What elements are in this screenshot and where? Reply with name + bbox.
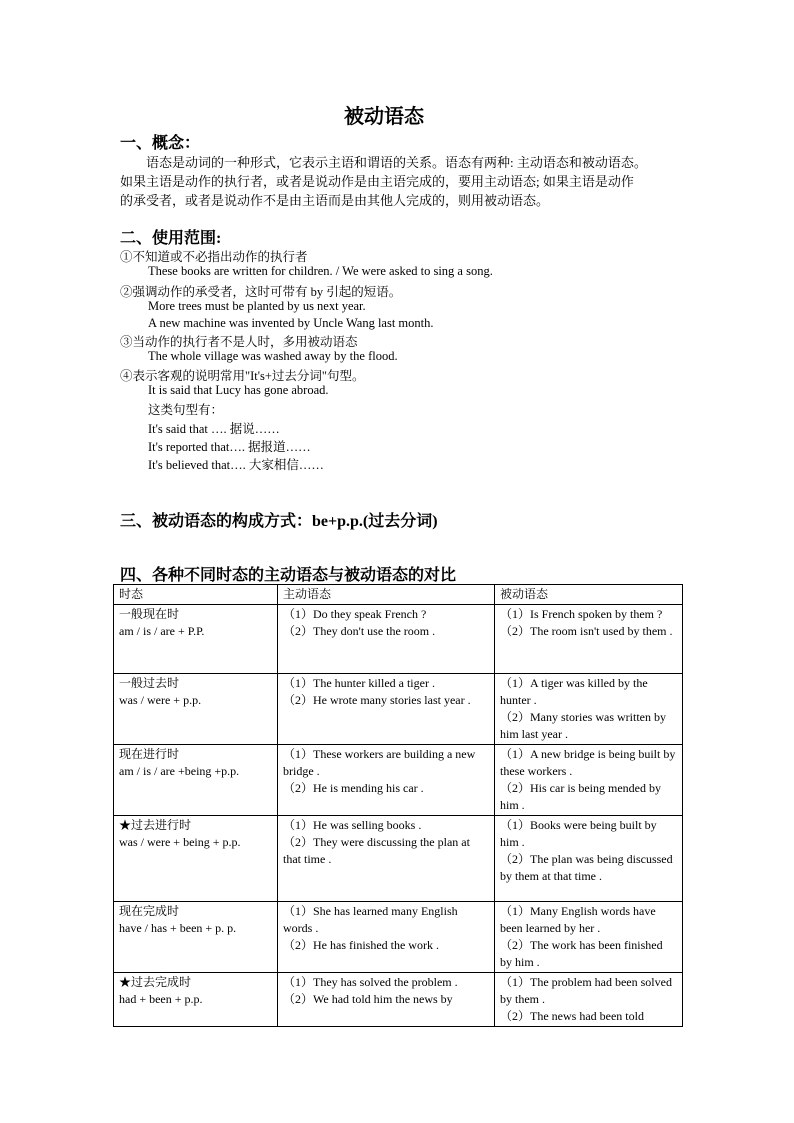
passive-example: （1）A tiger was killed by the hunter .: [500, 676, 648, 707]
usage-point-2: ②强调动作的承受者，这时可带有 by 引起的短语。: [120, 285, 402, 299]
tense-name: ★过去进行时: [119, 818, 192, 832]
table-row: [114, 902, 683, 973]
active-cell: [278, 816, 495, 902]
tense-name: ★过去完成时: [119, 975, 192, 989]
tense-cell: [114, 902, 278, 973]
example-sentence: The whole village was washed away by the flood.: [148, 349, 398, 363]
active-example: （2）We had told him the news by: [283, 992, 453, 1006]
table-row: [114, 973, 683, 1027]
pattern-item: It's reported that…. 据报道……: [148, 440, 311, 454]
tense-formula: am / is / are + P.P.: [119, 624, 205, 638]
usage-point-3: ③当动作的执行者不是人时，多用被动语态: [120, 335, 358, 349]
active-example: （1）Do they speak French ?: [283, 607, 427, 621]
active-cell: [278, 674, 495, 745]
section-1-line: 的承受者，或者是说动作不是由主语而是由其他人完成的，则用被动语态。: [120, 193, 550, 208]
table-row: [114, 816, 683, 902]
pattern-item: It's said that …. 据说……: [148, 422, 280, 436]
usage-point-1: ①不知道或不必指出动作的执行者: [120, 250, 308, 264]
section-1-line: 语态是动词的一种形式，它表示主语和谓语的关系。语态有两种: 主动语态和被动语态。: [146, 155, 647, 170]
tense-name: 现在完成时: [119, 904, 180, 918]
section-1-line: 如果主语是动作的执行者，或者是说动作是由主语完成的，要用主动语态; 如果主语是动作: [120, 174, 634, 189]
section-1-body: [120, 153, 680, 210]
tense-name: 一般过去时: [119, 676, 180, 690]
passive-example: （2）The work has been finished by him .: [500, 938, 663, 969]
example-sentence: These books are written for children. / We were asked to sing a song.: [148, 264, 493, 278]
passive-example: （2）His car is being mended by him .: [500, 781, 661, 812]
active-cell: [278, 745, 495, 816]
active-example: （1）These workers are building a new bridge .: [283, 747, 476, 778]
passive-example: （2）The news had been told: [500, 1009, 644, 1023]
passive-example: （1）Books were being built by him .: [500, 818, 657, 849]
active-cell: [278, 973, 495, 1027]
tense-formula: have / has + been + p. p.: [119, 921, 237, 935]
active-example: （2）They were discussing the plan at that time .: [283, 835, 470, 866]
page-title: 被动语态: [344, 106, 424, 128]
passive-example: （2）The room isn't used by them .: [500, 624, 673, 638]
header-cell: 主动语态: [278, 585, 495, 605]
tense-formula: had + been + p.p.: [119, 992, 203, 1006]
tense-name: 一般现在时: [119, 607, 180, 621]
passive-example: （1）The problem had been solved by them .: [500, 975, 672, 1006]
tense-formula: was / were + p.p.: [119, 693, 202, 707]
pattern-intro: 这类句型有：: [148, 403, 224, 417]
tense-formula: was / were + being + p.p.: [119, 835, 241, 849]
tense-cell: [114, 973, 278, 1027]
passive-example: （1）Is French spoken by them ?: [500, 607, 663, 621]
passive-cell: [495, 605, 683, 674]
pattern-item: It's believed that…. 大家相信……: [148, 458, 324, 472]
table-row: [114, 674, 683, 745]
section-2-heading: 二、使用范围:: [120, 230, 222, 247]
tense-formula: am / is / are +being +p.p.: [119, 764, 240, 778]
passive-cell: [495, 745, 683, 816]
header-cell: 时态: [114, 585, 278, 605]
section-1-heading: 一、概念：: [120, 135, 201, 152]
example-sentence: A new machine was invented by Uncle Wang last month.: [148, 316, 434, 330]
active-example: （2）They don't use the room .: [283, 624, 436, 638]
tense-comparison-table: [113, 584, 683, 1027]
table-row: [114, 605, 683, 674]
header-cell: 被动语态: [495, 585, 683, 605]
passive-example: （1）Many English words have been learned by her .: [500, 904, 656, 935]
passive-cell: [495, 902, 683, 973]
tense-name: 现在进行时: [119, 747, 180, 761]
active-cell: [278, 902, 495, 973]
passive-example: （2）Many stories was written by him last year .: [500, 710, 666, 741]
table-header-row: [114, 585, 683, 605]
active-cell: [278, 605, 495, 674]
active-example: （2）He wrote many stories last year .: [283, 693, 471, 707]
active-example: （2）He has finished the work .: [283, 938, 439, 952]
table-row: [114, 745, 683, 816]
usage-point-4: ④表示客观的说明常用"It's+过去分词"句型。: [120, 369, 365, 383]
passive-example: （2）The plan was being discussed by them at that time .: [500, 852, 673, 883]
active-example: （1）They has solved the problem .: [283, 975, 458, 989]
active-example: （1）He was selling books .: [283, 818, 422, 832]
passive-cell: [495, 816, 683, 902]
tense-cell: [114, 674, 278, 745]
tense-cell: [114, 816, 278, 902]
tense-cell: [114, 605, 278, 674]
passive-cell: [495, 674, 683, 745]
passive-cell: [495, 973, 683, 1027]
section-4-heading: 四、各种不同时态的主动语态与被动语态的对比: [120, 567, 457, 584]
example-sentence: It is said that Lucy has gone abroad.: [148, 383, 329, 397]
tense-cell: [114, 745, 278, 816]
active-example: （1）The hunter killed a tiger .: [283, 676, 435, 690]
example-sentence: More trees must be planted by us next year.: [148, 299, 366, 313]
active-example: （2）He is mending his car .: [283, 781, 424, 795]
section-3-heading: 三、被动语态的构成方式：be+p.p.(过去分词): [120, 513, 438, 530]
active-example: （1）She has learned many English words .: [283, 904, 458, 935]
passive-example: （1）A new bridge is being built by these workers .: [500, 747, 676, 778]
